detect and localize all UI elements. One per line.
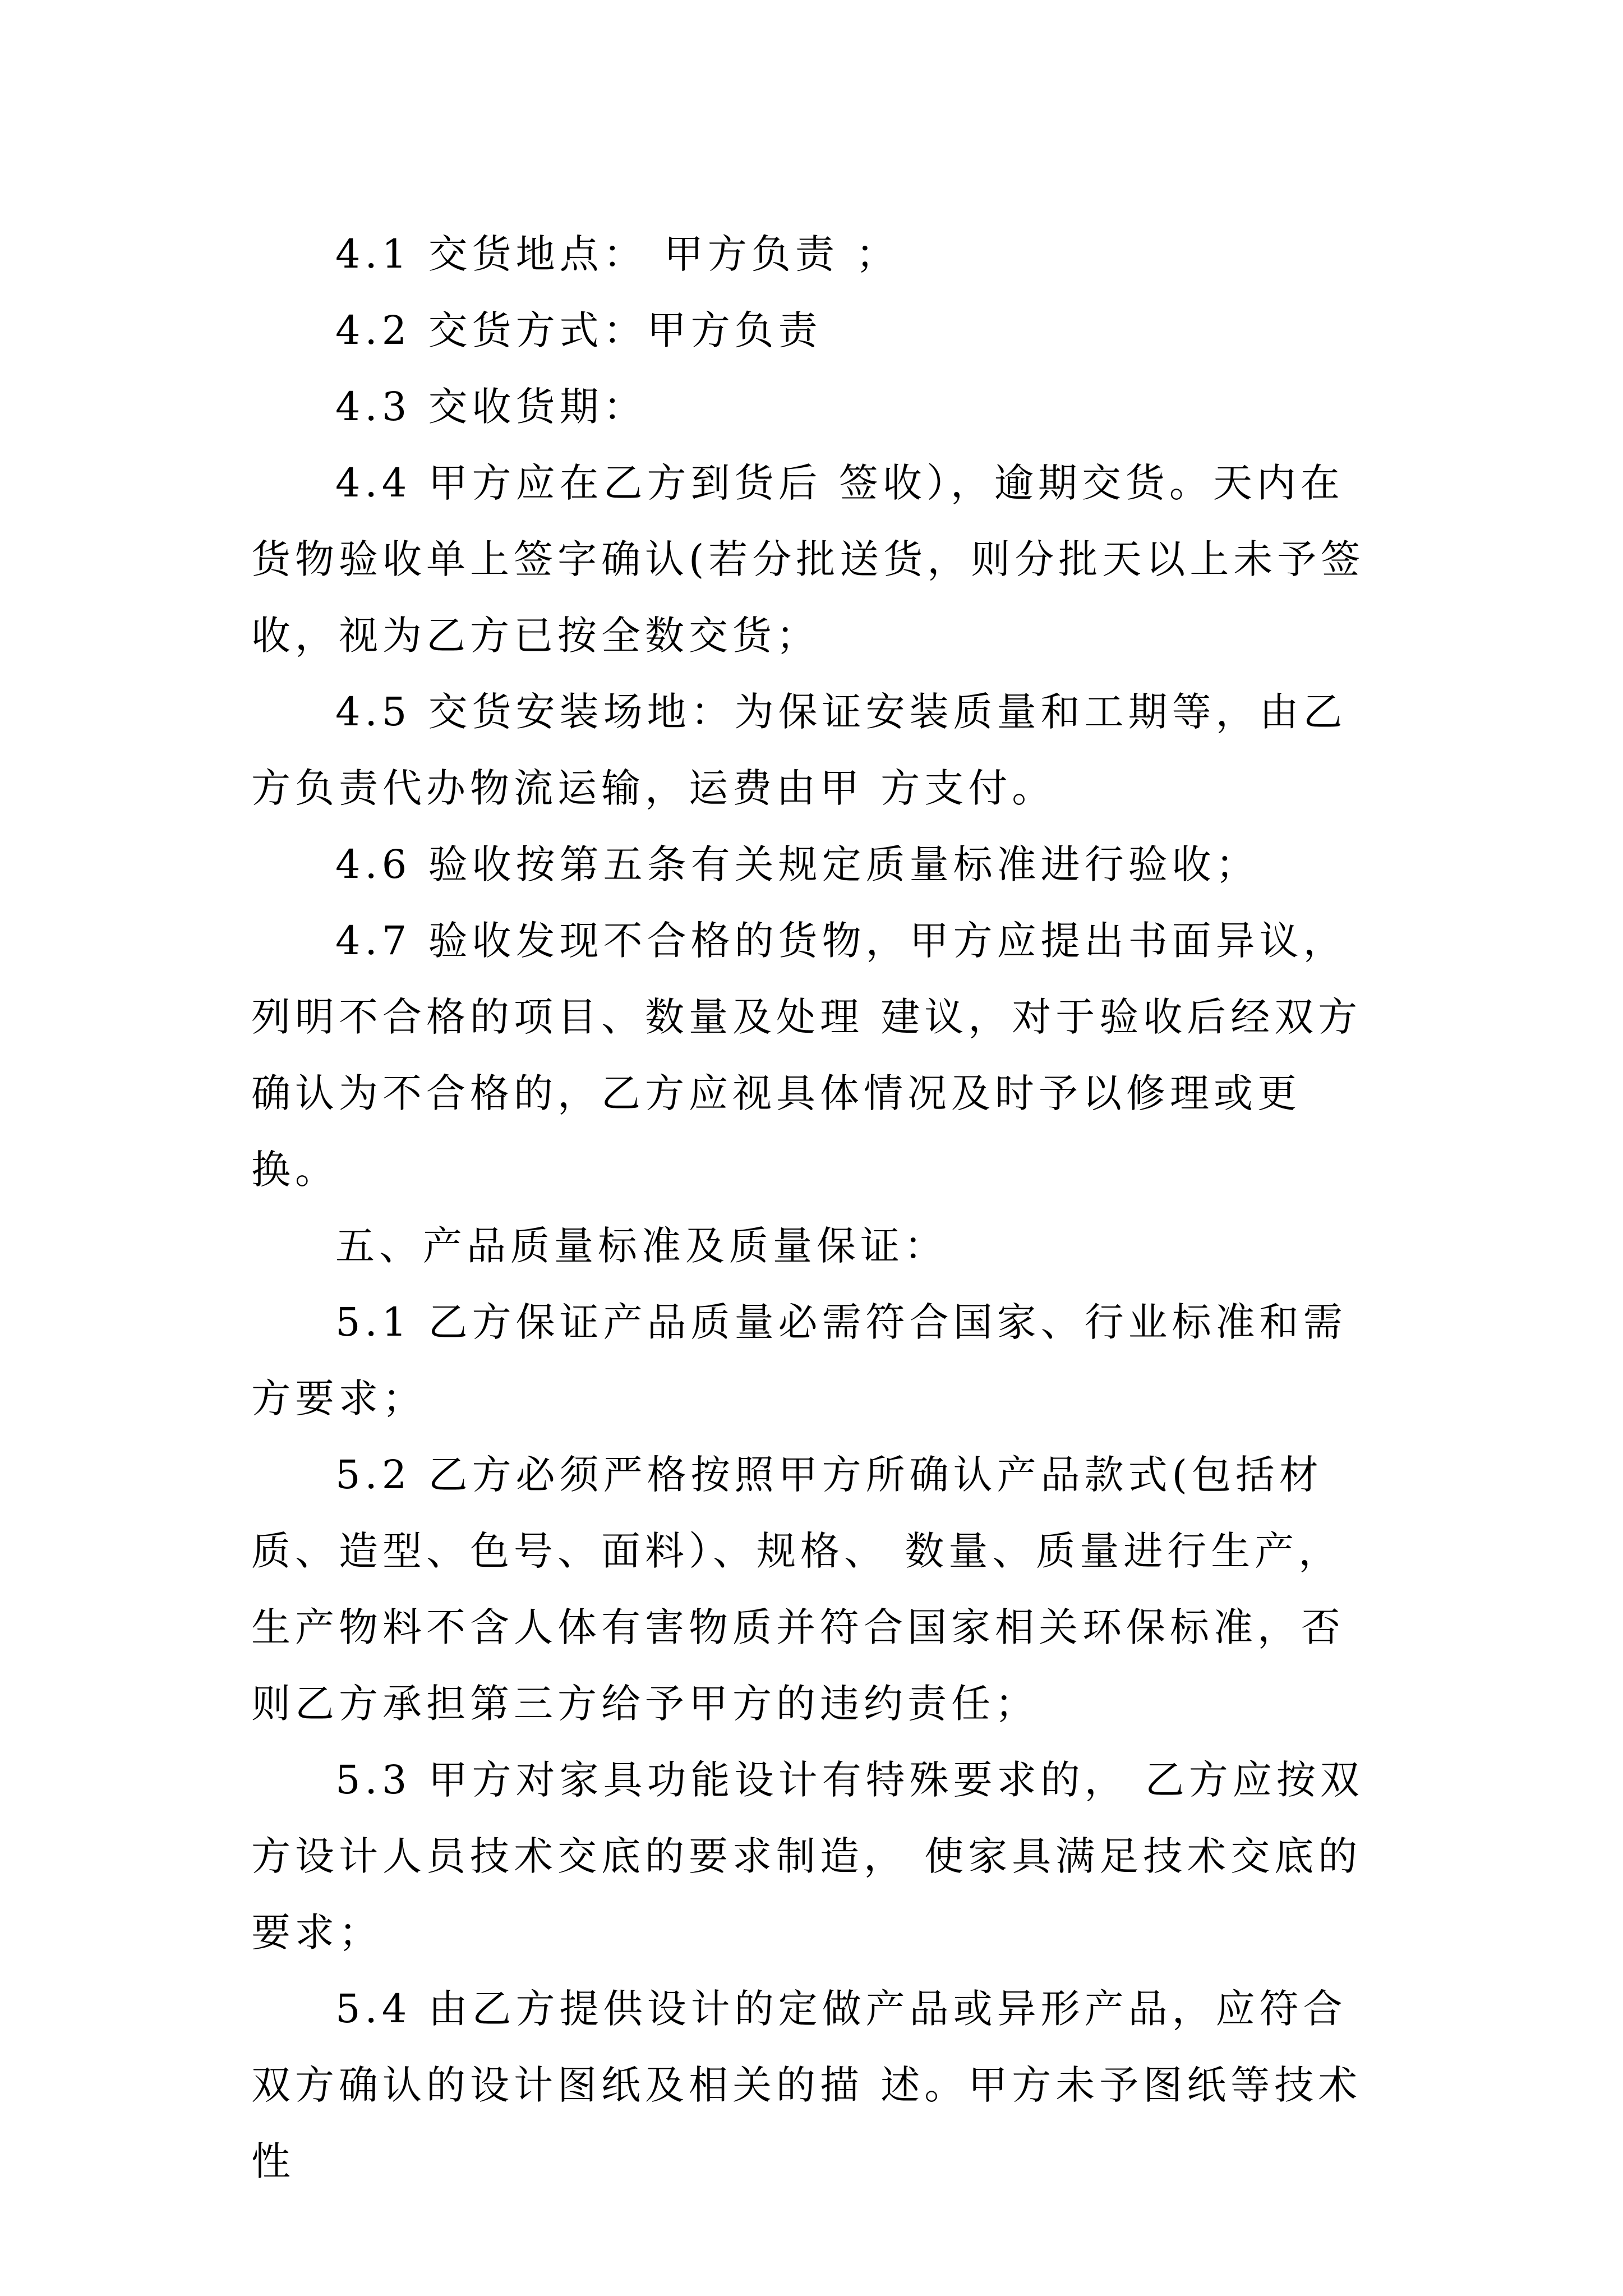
clause-4-3: 4.3 交收货期：: [335, 384, 647, 430]
clause-4-5: 4.5 交货安装场地：为保证安装质量和工期等，由乙方负责代办物流运输，运费由甲 方支付。: [251, 689, 1347, 811]
clause-5-3: 5.3 甲方对家具功能设计有特殊要求的， 乙方应按双方设计人员技术交底的要求制造， 使家具满足技术交底的要求；: [251, 1757, 1364, 1955]
clause-4-4: 4.4 甲方应在乙方到货后 签收），逾期交货。天内在货物验收单上签字确认(若分批送货，则分批天以上未予签收，视为乙方已按全数交货；: [251, 460, 1365, 659]
clause-5-1: 5.1 乙方保证产品质量必需符合国家、行业标准和需方要求；: [251, 1299, 1347, 1421]
clause-4-7: 4.7 验收发现不合格的货物，甲方应提出书面异议，列明不合格的项目、数量及处理 建议，对于验收后经双方确认为不合格的，乙方应视具体情况及时予以修理或更换。: [251, 918, 1362, 1193]
clause-4-2: 4.2 交货方式：甲方负责: [335, 307, 822, 353]
clause-4-1: 4.1 交货地点： 甲方负责 ；: [335, 231, 900, 277]
clause-5-2: 5.2 乙方必须严格按照甲方所确认产品款式(包括材质、造型、色号、面料）、规格、 数量、质量进行生产，生产物料不含人体有害物质并符合国家相关环保标准，否则乙方承担第三方给予甲方的违约责任；: [251, 1452, 1345, 1727]
document-body: [251, 216, 1378, 2200]
clause-4-6: 4.6 验收按第五条有关规定质量标准进行验收；: [335, 841, 1260, 887]
clause-5-4: 5.4 由乙方提供设计的定做产品或异形产品，应符合双方确认的设计图纸及相关的描 述。甲方未予图纸等技术性: [251, 1986, 1362, 2184]
section-5-heading: 五、产品质量标准及质量保证：: [335, 1223, 948, 1269]
